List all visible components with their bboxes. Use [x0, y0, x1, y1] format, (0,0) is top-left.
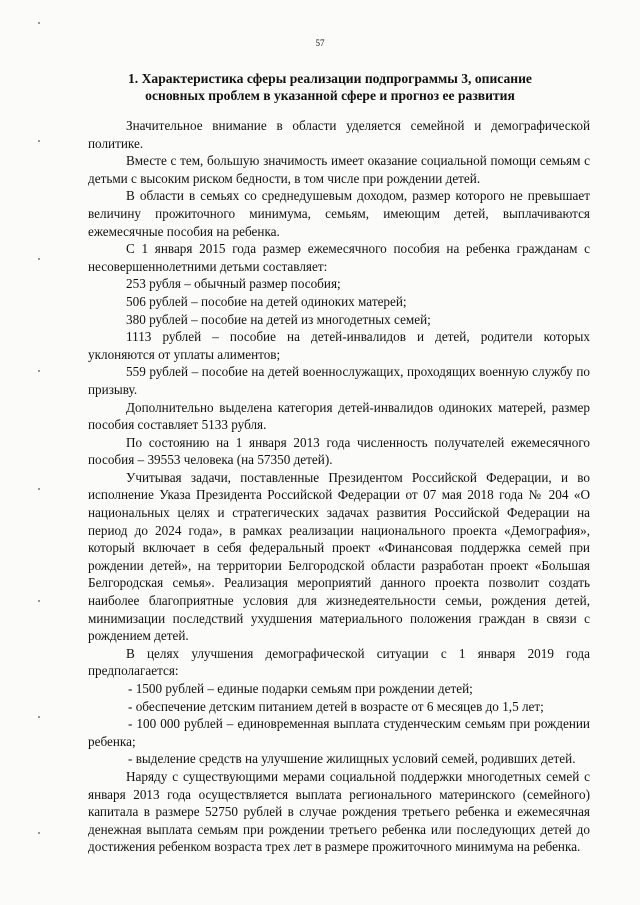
page-number: 57	[315, 38, 325, 48]
paragraph: С 1 января 2015 года размер ежемесячного пособия на ребенка гражданам с несовершеннолетними детьми составляет:	[88, 241, 590, 274]
scan-speck	[38, 488, 40, 490]
list-item: - выделение средств на улучшение жилищных условий семей, родивших детей.	[128, 751, 576, 767]
scan-speck	[38, 258, 40, 260]
list-item: 380 рублей – пособие на детей из многодетных семей;	[126, 311, 431, 327]
scan-speck	[38, 370, 40, 372]
list-item: 1113 рублей – пособие на детей-инвалидов и детей, родители которых уклоняются от уплаты алиментов;	[88, 329, 590, 362]
scan-speck	[38, 600, 40, 602]
list-item: - 100 000 рублей – единовременная выплата студенческим семьям при рождении ребенка;	[88, 716, 590, 749]
list-item: 559 рублей – пособие на детей военнослужащих, проходящих военную службу по призыву.	[88, 364, 590, 397]
heading-line-2: основных проблем в указанной сфере и прогноз ее развития	[145, 88, 515, 103]
paragraph: Дополнительно выделена категория детей-инвалидов одиноких матерей, размер пособия составляет 5133 рубля.	[88, 399, 590, 433]
scan-speck	[38, 140, 40, 142]
document-body	[88, 117, 590, 856]
paragraph: Вместе с тем, большую значимость имеет оказание социальной помощи семьям с детьми с высоким риском бедности, в том числе при рождении детей.	[88, 153, 590, 186]
heading-line-1: 1. Характеристика сферы реализации подпрограммы 3, описание	[128, 71, 532, 86]
paragraph: Учитывая задачи, поставленные Президентом Российской Федерации, и во исполнение Указа Президента Российской Федерации от 07 мая 2018 года № 204 «О национальных целях и стратегических задачах развития Российской Федерации на период до 2024 года», в рамках реализации национального проекта «Демография», который включает в себя федеральный проект «Финансовая поддержка семей при рождении детей», на территории Белгородской области разработан проект «Большая Белгородская семья». Реализация мероприятий данного проекта позволит создать наиболее благоприятные условия для жизнедеятельности семьи, рождения детей, минимизации последствий ухудшения материального положения граждан в связи с рождением детей.	[88, 469, 590, 644]
paragraph: Наряду с существующими мерами социальной поддержки многодетных семей с января 2013 года осуществляется выплата регионального материнского (семейного) капитала в размере 52750 рублей в случае рождения третьего ребенка и ежемесячная денежная выплата семьям при рождении третьего ребенка или последующих детей до достижения ребенком возраста трех лет в размере прожиточного минимума на ребенка.	[88, 768, 590, 855]
paragraph: В области в семьях со среднедушевым доходом, размер которого не превышает величину прожиточного минимума, семьям, имеющим детей, выплачиваются ежемесячные пособия на ребенка.	[88, 188, 590, 239]
list-item: - 1500 рублей – единые подарки семьям при рождении детей;	[128, 681, 473, 696]
section-heading	[60, 70, 600, 104]
scan-speck	[38, 716, 40, 718]
scan-speck	[38, 22, 40, 24]
paragraph: По состоянию на 1 января 2013 года численность получателей ежемесячного пособия – 39553 человека (на 57350 детей).	[88, 434, 590, 468]
paragraph: В целях улучшения демографической ситуации с 1 января 2019 года предполагается:	[88, 645, 590, 679]
scan-speck	[38, 832, 40, 834]
paragraph: Значительное внимание в области уделяется семейной и демографической политике.	[88, 118, 590, 151]
list-item: 506 рублей – пособие на детей одиноких матерей;	[126, 293, 407, 309]
list-item: 253 рубля – обычный размер пособия;	[126, 276, 341, 292]
list-item: - обеспечение детским питанием детей в возрасте от 6 месяцев до 1,5 лет;	[128, 698, 544, 714]
